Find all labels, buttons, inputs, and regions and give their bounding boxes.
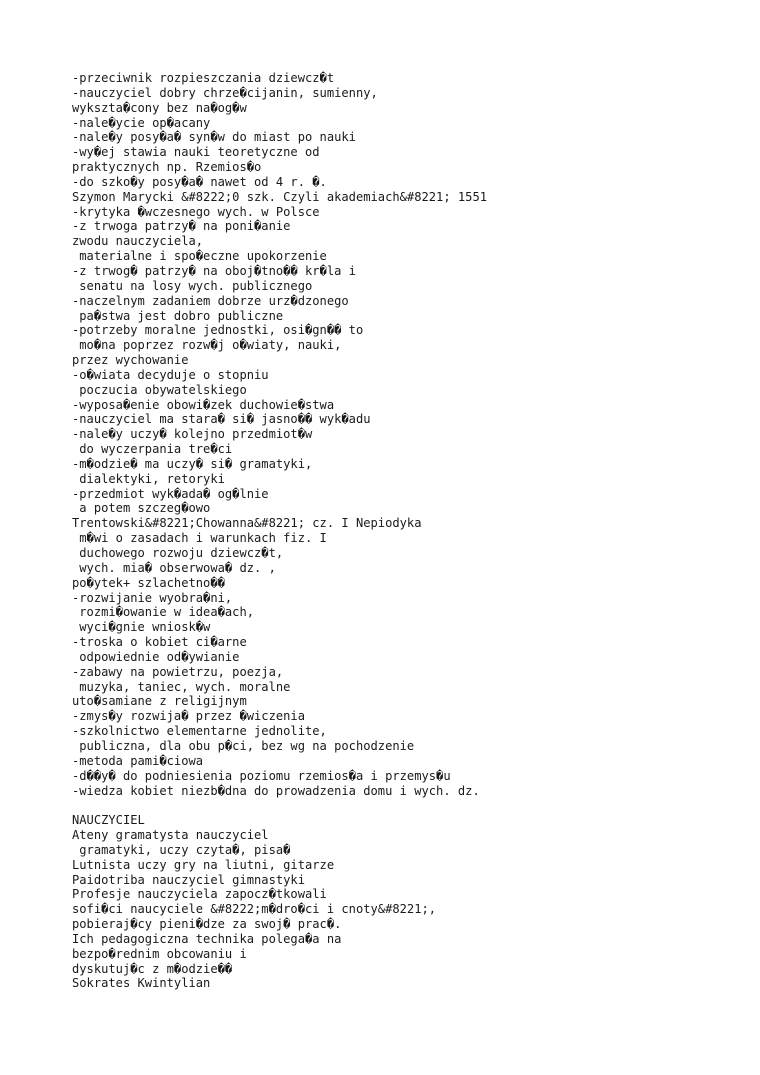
text-line: -wyposa�enie obowi�zek duchowie�stwa — [72, 397, 335, 412]
text-line: a potem szczeg�owo — [72, 501, 211, 516]
text-line: poczucia obywatelskiego — [72, 382, 247, 397]
text-line: przez wychowanie — [72, 353, 189, 368]
text-line: senatu na losy wych. publicznego — [72, 278, 313, 293]
text-line: pobieraj�cy pieni�dze za swoj� prac�. — [72, 917, 342, 932]
text-line: -potrzeby moralne jednostki, osi�gn�� to — [72, 323, 364, 338]
text-line: mo�na poprzez rozw�j o�wiaty, nauki, — [72, 338, 342, 353]
text-line: Ateny gramatysta nauczyciel — [72, 828, 269, 843]
blank-line — [72, 798, 752, 813]
text-line: -naczelnym zadaniem dobrze urz�dzonego — [72, 293, 349, 308]
text-line: rozmi�owanie w idea�ach, — [72, 605, 255, 620]
text-line: -rozwijanie wyobra�ni, — [72, 590, 233, 605]
text-line: Szymon Marycki &#8222;0 szk. Czyli akademiach&#8221; 1551 — [72, 189, 488, 204]
text-line: -zabawy na powietrzu, poezja, — [72, 664, 284, 679]
text-line: -do szko�y posy�a� nawet od 4 r. �. — [72, 174, 327, 189]
text-line: pa�stwa jest dobro publiczne — [72, 308, 284, 323]
text-line: -o�wiata decyduje o stopniu — [72, 367, 269, 382]
text-line: -nauczyciel dobry chrze�cijanin, sumienny, — [72, 85, 378, 100]
text-line: muzyka, taniec, wych. moralne — [72, 679, 291, 694]
text-line: duchowego rozwoju dziewcz�t, — [72, 546, 284, 560]
text-line: -zmys�y rozwija� przez �wiczenia — [72, 709, 305, 724]
text-line: odpowiednie od�ywianie — [72, 649, 240, 664]
text-line: -z trwoga patrzy� na poni�anie — [72, 219, 291, 234]
text-line: -nale�ycie op�acany — [72, 115, 211, 130]
text-line: publiczna, dla obu p�ci, bez wg na pochodzenie — [72, 738, 415, 753]
text-line: m�wi o zasadach i warunkach fiz. I — [72, 531, 327, 546]
text-line: sofi�ci naucyciele &#8222;m�dro�ci i cnoty&#8221;, — [72, 902, 437, 917]
text-line: -nauczyciel ma stara� si� jasno�� wyk�adu — [72, 412, 371, 427]
text-line: bezpo�rednim obcowaniu i — [72, 946, 247, 961]
text-line: Trentowski&#8221;Chowanna&#8221; cz. I Nepiodyka — [72, 516, 422, 531]
text-line: -krytyka �wczesnego wych. w Polsce — [72, 204, 320, 219]
text-line: praktycznych np. Rzemios�o — [72, 160, 262, 175]
document-text — [72, 71, 752, 991]
text-line: dyskutuj�c z m�odzie�� — [72, 961, 233, 976]
text-line: -nale�y uczy� kolejno przedmiot�w — [72, 427, 313, 442]
text-line: NAUCZYCIEL — [72, 813, 145, 828]
text-line: -przeciwnik rozpieszczania dziewcz�t — [72, 71, 335, 85]
text-line: wych. mia� obserwowa� dz. , — [72, 560, 276, 575]
text-line: -wiedza kobiet niezb�dna do prowadzenia domu i wych. dz. — [72, 783, 480, 798]
text-line: Paidotriba nauczyciel gimnastyki — [72, 872, 305, 887]
text-line: Sokrates Kwintylian — [72, 976, 211, 991]
text-line: dialektyki, retoryki — [72, 471, 225, 486]
text-line: Ich pedagogiczna technika polega�a na — [72, 931, 342, 946]
text-line: zwodu nauczyciela, — [72, 234, 204, 249]
text-line: po�ytek+ szlachetno�� — [72, 575, 225, 590]
text-line: -nale�y posy�a� syn�w do miast po nauki — [72, 130, 356, 145]
text-line: -troska o kobiet ci�arne — [72, 635, 247, 650]
text-line: gramatyki, uczy czyta�, pisa� — [72, 842, 291, 857]
text-line: do wyczerpania tre�ci — [72, 442, 233, 457]
text-line: wyci�gnie wniosk�w — [72, 620, 211, 635]
text-line: -z trwog� patrzy� na oboj�tno�� kr�la i — [72, 263, 356, 278]
text-line: Profesje nauczyciela zapocz�tkowali — [72, 887, 327, 902]
text-line: -wy�ej stawia nauki teoretyczne od — [72, 145, 320, 160]
text-line: wykszta�cony bez na�og�w — [72, 100, 247, 115]
text-line: Lutnista uczy gry na liutni, gitarze — [72, 857, 335, 872]
text-line: -d��y� do podniesienia poziomu rzemios�a i przemys�u — [72, 768, 451, 783]
text-line: -m�odzie� ma uczy� si� gramatyki, — [72, 456, 313, 471]
text-line: uto�samiane z religijnym — [72, 694, 247, 709]
text-line: materialne i spo�eczne upokorzenie — [72, 249, 327, 264]
text-line: -metoda pami�ciowa — [72, 753, 204, 768]
text-line: -szkolnictwo elementarne jednolite, — [72, 724, 327, 739]
text-line: -przedmiot wyk�ada� og�lnie — [72, 486, 269, 501]
